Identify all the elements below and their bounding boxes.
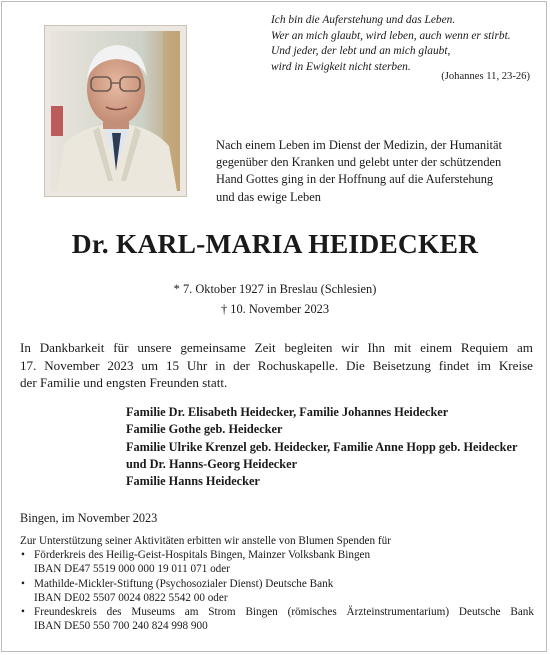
family-line: Familie Dr. Elisabeth Heidecker, Familie Johannes Heidecker [126, 405, 449, 419]
family-signatures [126, 404, 536, 490]
portrait-photo [51, 31, 180, 191]
birth-date: * 7. Oktober 1927 in Breslau (Schlesien) [173, 282, 377, 296]
donation-iban: IBAN DE50 550 700 240 824 998 900 [34, 620, 208, 633]
bible-verse [271, 13, 533, 75]
death-date: † 10. November 2023 [220, 302, 330, 316]
portrait-illustration [51, 31, 180, 191]
donation-intro: Zur Unterstützung seiner Aktivitäten erbitten wir anstelle von Blumen Spenden für [20, 535, 391, 547]
donation-iban: IBAN DE47 5519 000 000 19 011 071 oder [34, 563, 230, 576]
family-line: Familie Gothe geb. Heidecker [126, 422, 283, 437]
intro-line: gegenüber den Kranken und gelebt unter der schützenden [216, 155, 502, 170]
intro-paragraph [216, 137, 536, 206]
verse-line: wird in Ewigkeit nicht sterben. [271, 60, 411, 73]
verse-line: Und jeder, der lebt und an mich glaubt, [271, 45, 451, 58]
intro-line: und das ewige Leben [216, 189, 321, 204]
intro-line: Hand Gottes ging in der Hoffnung auf die Auferstehung [216, 172, 494, 187]
family-line: Familie Hanns Heidecker [126, 474, 260, 489]
donation-recipient: Mathilde-Mickler-Stiftung (Psychosozialer Dienst) Deutsche Bank [34, 577, 334, 590]
requiem-announcement [20, 339, 533, 392]
announcement-line: 17. November 2023 um 15 Uhr in der Rochuskapelle. Die Beisetzung findet im Kreise [20, 357, 533, 373]
verse-reference: (Johannes 11, 23-26) [441, 71, 530, 82]
place-date: Bingen, im November 2023 [20, 511, 158, 525]
bullet-icon: • [21, 549, 25, 562]
family-line: Familie Ulrike Krenzel geb. Heidecker, Familie Anne Hopp geb. Heidecker [126, 439, 518, 454]
donation-item [20, 548, 534, 576]
family-line: und Dr. Hanns-Georg Heidecker [126, 456, 298, 471]
verse-line: Ich bin die Auferstehung und das Leben. [271, 14, 456, 26]
announcement-line: In Dankbarkeit für unsere gemeinsame Zeit begleiten wir Ihn mit einem Requiem am [20, 340, 533, 355]
verse-line: Wer an mich glaubt, wird leben, auch wenn er stirbt. [271, 29, 511, 42]
deceased-name: Dr. KARL-MARIA HEIDECKER [71, 228, 479, 259]
donation-recipient: Förderkreis des Heilig-Geist-Hospitals Bingen, Mainzer Volksbank Bingen [34, 549, 371, 562]
donation-iban: IBAN DE02 5507 0024 0822 5542 00 oder [34, 591, 228, 604]
portrait-frame [44, 25, 187, 197]
donation-section [20, 534, 534, 633]
donation-recipient: Freundeskreis des Museums am Strom Bingen (römisches Ärzteinstrumentarium) Deutsche Bank [34, 606, 534, 619]
intro-line: Nach einem Leben im Dienst der Medizin, der Humanität [216, 138, 502, 152]
bullet-icon: • [21, 606, 25, 619]
bullet-icon: • [21, 577, 25, 590]
announcement-line: der Familie und engsten Freunden statt. [20, 375, 228, 390]
life-dates [0, 279, 550, 319]
donation-item [20, 577, 534, 605]
donation-item [20, 605, 534, 633]
